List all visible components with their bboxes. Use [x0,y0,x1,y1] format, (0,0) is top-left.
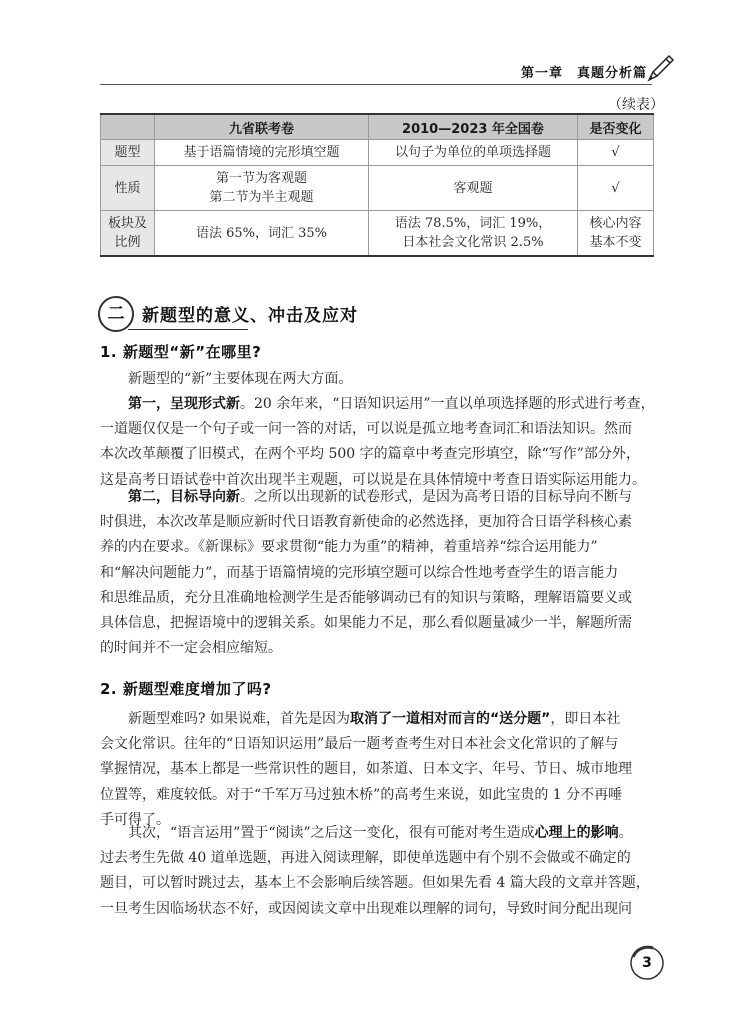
text-line: 一旦考生因临场状态不好，或因阅读文章中出现难以理解的词句，导致时间分配出现问 [100,900,632,917]
cell-text: 基于语篇情境的完形填空题 [183,145,340,160]
row-label-text: 题型 [114,145,141,160]
row-label-text: 板块及 [107,216,147,231]
table-cell [369,140,578,166]
table-header-cell: 九省联考卷 [155,114,369,140]
text-line: 和思维品质，充分且准确地检测学生是否能够调动已有的知识与策略，理解语篇要义或 [100,589,632,606]
bold-text: 第二，目标导向新 [128,489,240,505]
text-line: 过去考生先做 40 道单选题，再进入阅读理解，即使单选题中有个别不会做或不确定的 [100,850,631,867]
table-cell [369,166,578,211]
text-line: 的时间并不一定会相应缩短。 [100,640,282,657]
text-run: 其次，“语言运用”置于“阅读”之后这一变化，很有可能对考生造成 [128,825,535,841]
cell-text: 核心内容 [589,216,642,231]
table-row [101,211,654,257]
text-line: 这是高考日语试卷中首次出现半主观题，可以说是在具体情境中考查日语实际运用能力。 [100,471,646,488]
text-run: 新题型难吗? 如果说难，首先是因为 [128,711,350,727]
table-cell [578,211,654,257]
cell-text: 以句子为单位的单项选择题 [394,145,551,160]
text-line: 掌握情况，基本上都是一些常识性的题目，如茶道、日本文字、年号、节日、城市地理 [100,761,632,778]
continued-label: （续表） [608,97,664,113]
text-run: 。20 余年来，“日语知识运用”一直以单项选择题的形式进行考查， [240,396,655,412]
text-line: 本次改革颠覆了旧模式，在两个平均 500 字的篇章中考查完形填空，除“写作”部分外， [100,446,640,463]
table-cell [578,140,654,166]
section-number: 二 [98,296,134,332]
text-line: 手可得了。 [100,811,170,828]
paragraph [100,485,660,661]
cell-text: 日本社会文化常识 2.5% [402,235,544,250]
chapter-title: 第一章 真题分析篇 [520,66,647,81]
comparison-table [100,113,654,257]
bold-text: 第一，呈现形式新 [128,396,240,412]
page-number [629,945,665,981]
cell-text: 语法 78.5%，词汇 19%， [394,216,552,231]
cell-text: 语法 65%，词汇 35% [195,225,328,241]
table-row [101,166,654,211]
table-cell [369,211,578,257]
text-line: 时俱进，本次改革是顺应新时代日语教育新使命的必然选择，更加符合日语学科核心素 [100,514,632,531]
table-header-cell [101,114,155,140]
text-run: 。之所以出现新的试卷形式，是因为高考日语的目标导向不断与 [240,489,632,505]
paragraph [100,392,660,493]
row-label [101,166,155,211]
table-cell [578,166,654,211]
table-cell [155,211,369,257]
text-line: 位置等，难度较低。对于“千军万马过独木桥”的高考生来说，如此宝贵的 1 分不再唾 [100,786,623,803]
cell-text: 客观题 [453,180,493,196]
bold-text: 取消了一道相对而言的“送分题” [349,711,551,727]
text-line [100,707,660,732]
section-title: 新题型的意义、冲击及应对 [142,306,358,326]
text-line: 具体信息，把握语境中的逻辑关系。如果能力不足，那么看似题量减少一半，解题所需 [100,615,632,632]
paragraph [100,707,660,833]
check-mark: √ [611,180,620,196]
text-line [100,367,660,392]
table-header-row [101,114,654,140]
paragraph [100,367,660,392]
page-number-text: 3 [642,955,652,971]
subheading-1: 1. 新题型“新”在哪里? [100,343,262,361]
text-line: 和“解决问题能力”，而基于语篇情境的完形填空题可以综合性地考查学生的语言能力 [100,564,619,581]
text-line [100,485,660,510]
text-line: 养的内在要求。《新课标》要求贯彻“能力为重”的精神，着重培养“综合运用能力” [100,539,598,556]
text-line [100,821,660,846]
text-line: 题目，可以暂时跳过去，基本上不会影响后续答题。但如果先看 4 篇大段的文章并答题， [100,875,650,892]
table-row [101,140,654,166]
text-run: ，即日本社 [550,711,621,727]
text-line [100,392,660,417]
paragraph [100,821,660,922]
row-label-text: 比例 [114,235,141,250]
text-line: 会文化常识。往年的“日语知识运用”最后一题考查考生对日本社会文化常识的了解与 [100,736,619,753]
text-run: 。 [618,825,633,841]
cell-text: 第二节为半主观题 [209,190,314,205]
table-cell [155,140,369,166]
section-underline [128,329,248,330]
check-mark: √ [611,145,620,160]
header-rule [100,84,652,85]
subheading-2: 2. 新题型难度增加了吗? [100,680,272,698]
pen-icon [645,54,675,84]
cell-text: 第一节为客观题 [215,171,307,186]
row-label [101,211,155,257]
running-header [100,60,675,82]
text-run: 新题型的“新”主要体现在两大方面。 [128,371,353,387]
table-header-cell: 2010—2023 年全国卷 [369,114,578,140]
row-label [101,140,155,166]
text-line: 一道题仅仅是一个句子或一问一答的对话，可以说是孤立地考查词汇和语法知识。然而 [100,421,632,438]
row-label-text: 性质 [114,180,141,196]
table-header-cell: 是否变化 [578,114,654,140]
bold-text: 心理上的影响 [534,825,619,841]
table-cell [155,166,369,211]
cell-text: 基本不变 [589,235,642,250]
